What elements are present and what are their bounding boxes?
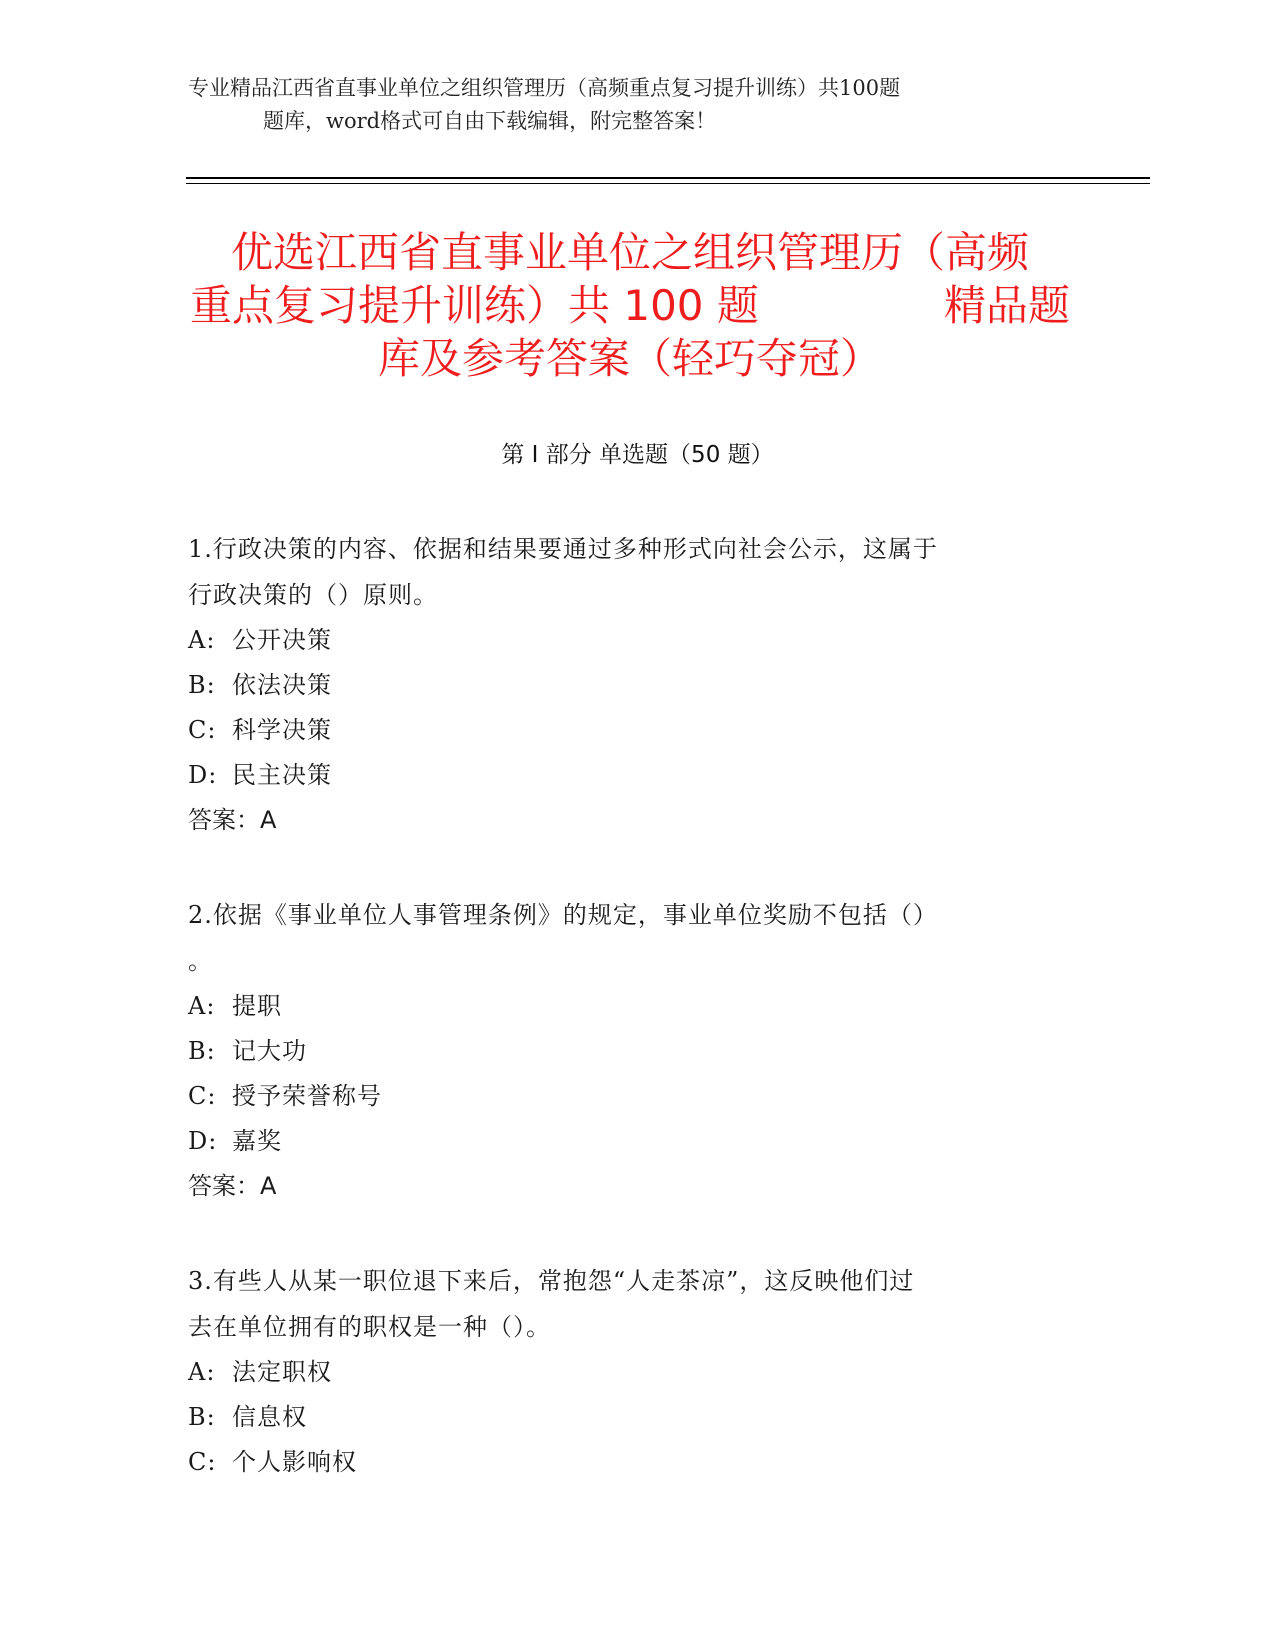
option-b (188, 1395, 1068, 1440)
option-b (188, 1029, 1068, 1074)
question-stem (188, 1258, 1068, 1350)
question-stem-line: 1.行政决策的内容、依据和结果要通过多种形式向社会公示，这属于 (188, 535, 938, 563)
option-text: 信息权 (232, 1403, 307, 1431)
option-text: 授予荣誉称号 (232, 1082, 382, 1110)
question-2 (188, 892, 1068, 1209)
header-divider-thin (186, 183, 1150, 184)
option-text: 嘉奖 (232, 1127, 282, 1155)
title-line-1: 优选江西省直事业单位之组织管理历（高频 (230, 228, 1029, 277)
title-line-3: 库及参考答案（轻巧夺冠） (377, 334, 882, 383)
option-text: 提职 (232, 992, 282, 1020)
question-1 (188, 526, 1068, 843)
option-a (188, 1350, 1068, 1395)
header-line-1: 专业精品江西省直事业单位之组织管理历（高频重点复习提升训练）共100题 (188, 76, 901, 100)
header-divider-thick (186, 177, 1150, 179)
option-key: A: (188, 1358, 216, 1386)
option-d (188, 1119, 1068, 1164)
option-text: 记大功 (232, 1037, 307, 1065)
answer-line: 答案：A (188, 1172, 277, 1200)
question-stem-line: 3.有些人从某一职位退下来后，常抱怨“人走茶凉”，这反映他们过 (188, 1267, 915, 1295)
option-key: C: (188, 1082, 217, 1110)
option-c (188, 1440, 1068, 1485)
option-c (188, 1074, 1068, 1119)
option-a (188, 618, 1068, 663)
option-text: 公开决策 (232, 626, 332, 654)
title-line-2-left: 重点复习提升训练）共 100 题 (190, 281, 759, 330)
option-text: 民主决策 (232, 761, 332, 789)
option-key: C: (188, 716, 217, 744)
option-a (188, 984, 1068, 1029)
option-key: A: (188, 626, 216, 654)
option-key: B: (188, 1037, 216, 1065)
option-key: D: (188, 1127, 218, 1155)
section-heading: 第 I 部分 单选题（50 题） (501, 442, 774, 468)
answer-line: 答案：A (188, 806, 277, 834)
option-text: 个人影响权 (232, 1448, 357, 1476)
document-title (190, 226, 1070, 385)
option-text: 依法决策 (232, 671, 332, 699)
question-list (188, 526, 1068, 1534)
question-stem-line: 2.依据《事业单位人事管理条例》的规定，事业单位奖励不包括（） (188, 901, 938, 929)
title-line-2-right: 精品题 (943, 281, 1070, 330)
option-key: A: (188, 992, 216, 1020)
option-c (188, 708, 1068, 753)
title-line-2 (190, 279, 1070, 332)
question-stem-line: 。 (188, 947, 213, 975)
option-key: C: (188, 1448, 217, 1476)
option-key: D: (188, 761, 218, 789)
question-stem-line: 行政决策的（）原则。 (188, 581, 438, 609)
question-3 (188, 1258, 1068, 1485)
option-key: B: (188, 671, 216, 699)
option-text: 科学决策 (232, 716, 332, 744)
option-key: B: (188, 1403, 216, 1431)
question-stem (188, 892, 1068, 984)
header-line-2: 题库，word格式可自由下载编辑，附完整答案！ (263, 109, 717, 133)
document-header (188, 72, 1068, 138)
question-stem (188, 526, 1068, 618)
option-text: 法定职权 (232, 1358, 332, 1386)
option-d (188, 753, 1068, 798)
question-stem-line: 去在单位拥有的职权是一种（）。 (188, 1313, 551, 1341)
option-b (188, 663, 1068, 708)
